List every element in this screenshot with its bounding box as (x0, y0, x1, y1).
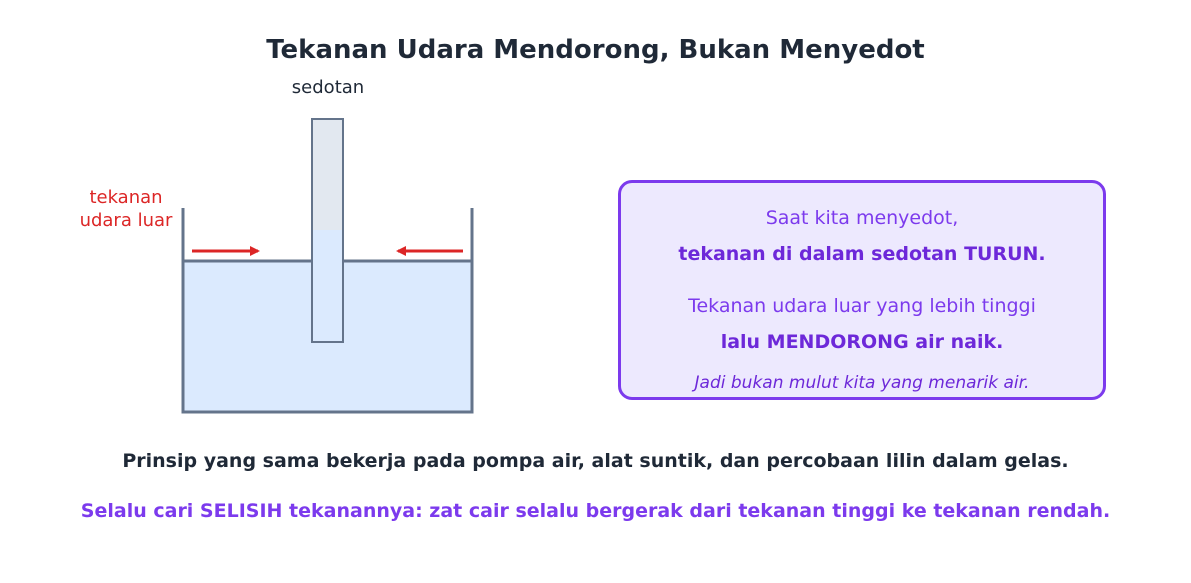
page-title: Tekanan Udara Mendorong, Bukan Menyedot (266, 35, 925, 65)
callout-line-2: tekanan di dalam sedotan TURUN. (678, 243, 1046, 265)
footer-note: Prinsip yang sama bekerja pada pompa air, alat suntik, dan percobaan lilin dalam gelas. (122, 450, 1069, 472)
callout-line-4: lalu MENDORONG air naik. (720, 331, 1004, 353)
outside-pressure-label-line1: tekanan (89, 187, 163, 208)
straw-label: sedotan (291, 77, 365, 98)
outside-pressure-label-line2: udara luar (79, 210, 173, 231)
footer-rule: Selalu cari SELISIH tekanannya: zat cair selalu bergerak dari tekanan tinggi ke tekanan rendah. (80, 500, 1111, 522)
straw-diagram (0, 0, 620, 440)
callout-line-1: Saat kita menyedot, (765, 207, 959, 229)
explanation-callout (618, 180, 1106, 400)
straw-air-section (312, 119, 343, 231)
callout-line-5: Jadi bukan mulut kita yang menarik air. (694, 373, 1030, 393)
straw-water-section (312, 231, 343, 342)
callout-line-3: Tekanan udara luar yang lebih tinggi (688, 295, 1036, 317)
